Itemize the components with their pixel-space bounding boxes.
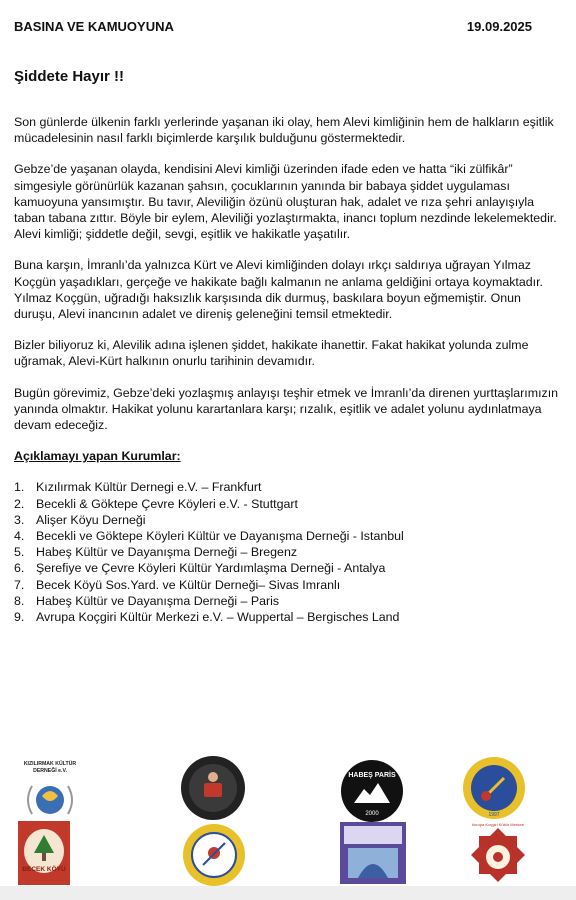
dance-group-logo bbox=[180, 755, 246, 821]
organization-name: Becekli ve Göktepe Köyleri Kültür ve Dayanışma Derneği - Istanbul bbox=[36, 529, 404, 544]
wreath-right bbox=[68, 786, 72, 814]
list-item bbox=[14, 512, 562, 528]
kocgiri-logo bbox=[470, 820, 526, 886]
saz-body bbox=[481, 791, 491, 801]
bottom-strip bbox=[0, 886, 576, 900]
header-date: 19.09.2025 bbox=[466, 19, 532, 34]
organization-name: Becekli & Göktepe Çevre Köyleri e.V. - Stuttgart bbox=[36, 496, 298, 511]
paragraph: Bizler biliyoruz ki, Alevilik adına işlenen şiddet, hakikate ihanettir. Fakat hakikat yolunda zulme uğramak, Alevi-Kürt halkının onurlu tarihinin devamıdır. bbox=[14, 338, 529, 369]
dance-logo-head bbox=[208, 772, 218, 782]
list-item bbox=[14, 577, 562, 593]
list-number: 1. bbox=[14, 480, 25, 495]
paragraph: Gebze’de yaşanan olayda, kendisini Alevi kimliği üzerinden ifade eden ve hatta “iki zülfikâr” simgesiyle görünürlük kazanan şahsın, çocuklarının yanında bir babaya şiddet uygulaması kamuoyuna yansımıştır. Bu tavır, Aleviliğin özünü oluşturan hak, adalet ve rıza şehri anlayışıyla taban tabana zıttır. Böyle bir eylem, Aleviliği yozlaştırmakta, inancı toplum nezdinde lekelemektedir. Alevi kimliği; şiddetle değil, sevgi, eşitlik ve hakikatle yaşatılır. bbox=[14, 162, 557, 242]
document-body bbox=[14, 114, 562, 625]
habes-logo-text: HABEŞ PARİS bbox=[348, 772, 396, 779]
list-number: 7. bbox=[14, 577, 25, 592]
becek-logo-text: BECEK KÖYÜ bbox=[22, 866, 66, 873]
list-number: 2. bbox=[14, 496, 25, 511]
paragraph: Bugün görevimiz, Gebze’deki yozlaşmış anlayışı teşhir etmek ve İmranlı’da direnen yurttaşlarımızın yanında olmaktır. Hakikat yolunu karartanlara karşı; rızalık, eşitlik ve adalet yolunu aydınlatmaya devam edeceğiz. bbox=[14, 385, 559, 433]
organization-name: Becek Köyü Sos.Yard. ve Kültür Derneği– Sivas Imranlı bbox=[36, 577, 341, 592]
list-number: 3. bbox=[14, 512, 25, 527]
organization-name: Alişer Köyu Derneği bbox=[36, 512, 146, 527]
list-number: 8. bbox=[14, 593, 25, 608]
list-number: 6. bbox=[14, 561, 25, 576]
page-title: Şiddete Hayır !! bbox=[14, 68, 125, 85]
serefiye-logo-year: 1997 bbox=[488, 812, 500, 818]
kocgiri-logo-text: Avrupa Koçgiri Kültür Merkezi bbox=[471, 822, 525, 827]
list-item bbox=[14, 528, 562, 544]
list-number: 5. bbox=[14, 545, 25, 560]
kizilirmak-logo-text: KIZILIRMAK KÜLTÜR bbox=[23, 761, 77, 767]
list-number: 9. bbox=[14, 610, 25, 625]
list-number: 4. bbox=[14, 529, 25, 544]
organization-name: Avrupa Koçgiri Kültür Merkezi e.V. – Wuppertal – Bergisches Land bbox=[36, 610, 400, 625]
habes-paris-logo bbox=[340, 759, 404, 823]
kocgiri-dot bbox=[493, 852, 503, 862]
tree-trunk bbox=[42, 853, 46, 861]
list-item bbox=[14, 479, 562, 495]
dance-logo-figure bbox=[204, 783, 222, 797]
becek-logo bbox=[18, 821, 70, 885]
header-recipient: BASINA VE KAMUOYUNA bbox=[14, 19, 174, 34]
organization-name: Habeş Kültür ve Dayanışma Derneği – Paris bbox=[36, 593, 280, 608]
header bbox=[14, 19, 532, 34]
list-item bbox=[14, 544, 562, 560]
kizilirmak-logo bbox=[14, 756, 86, 822]
yellow-round-logo bbox=[181, 823, 247, 887]
organization-name: Şerefiye ve Çevre Köyleri Kültür Yardımlaşma Derneği - Antalya bbox=[36, 561, 386, 576]
organizations-list bbox=[14, 479, 562, 625]
kizilirmak-logo-text-2: DERNEĞİ e.V. bbox=[33, 768, 67, 774]
organization-name: Habeş Kültür ve Dayanışma Derneği – Bregenz bbox=[36, 545, 298, 560]
association-box-logo bbox=[340, 822, 406, 884]
serefiye-logo bbox=[462, 756, 526, 820]
list-item bbox=[14, 560, 562, 576]
paragraph: Son günlerde ülkenin farklı yerlerinde yaşanan iki olay, hem Alevi kimliğinin hem de halkların eşitlik mücadelesinin nasıl farklı biçimlerde karşılık bulduğunu göstermektedir. bbox=[14, 115, 554, 146]
box-logo-banner bbox=[344, 826, 402, 844]
logo-row bbox=[0, 750, 576, 900]
list-item bbox=[14, 609, 562, 625]
organizations-heading: Açıklamayı yapan Kurumlar: bbox=[14, 449, 181, 464]
wreath-left bbox=[28, 786, 32, 814]
list-item bbox=[14, 496, 562, 512]
list-item bbox=[14, 593, 562, 609]
paragraph: Buna karşın, İmranlı’da yalnızca Kürt ve Alevi kimliğinden dolayı ırkçı saldırıya uğrayan Yılmaz Koçgün yaşadıkları, gerçeğe ve hakikate bağlı kalmanın ne anlama geldiğini ortaya koymaktadır. Yılmaz Koçgün, uğradığı haksızlık karşısında dik durmuş, baskılara boyun eğmemiştir. Onun duruşu, Alevi inancının adalet ve direniş geleneğini temsil etmektedir. bbox=[14, 258, 543, 322]
organization-name: Kızılırmak Kültür Dernegi e.V. – Frankfurt bbox=[36, 480, 262, 495]
habes-logo-year: 2000 bbox=[365, 811, 379, 817]
